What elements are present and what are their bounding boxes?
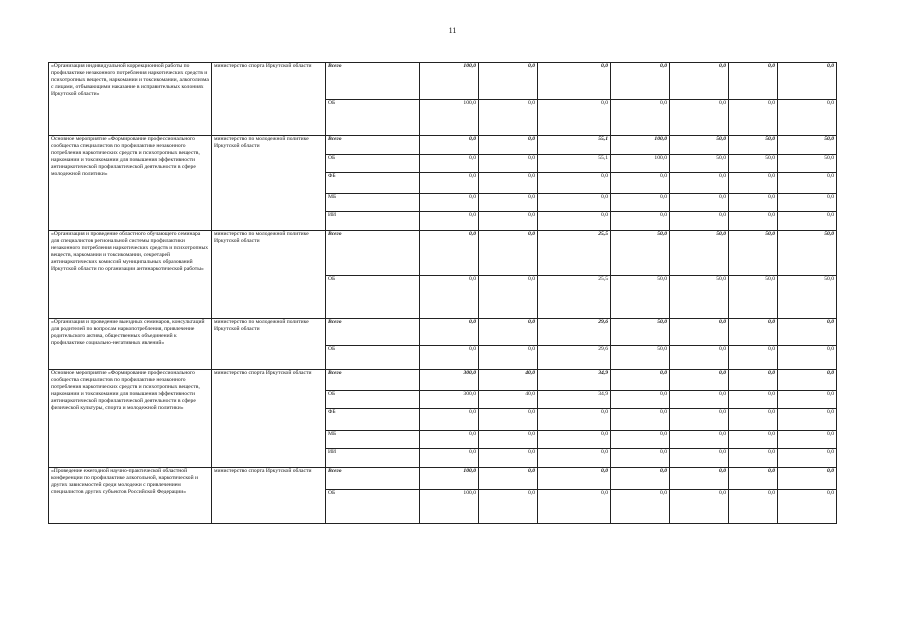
funding-source-cell: ИИ: [326, 212, 420, 231]
amount-cell: 0,0: [479, 346, 538, 370]
amount-cell: 0,0: [479, 468, 538, 490]
amount-cell: 0,0: [729, 370, 778, 391]
amount-cell: 50,0: [670, 276, 729, 319]
funding-source-cell: Всего: [326, 319, 420, 346]
amount-cell: 0,0: [611, 194, 670, 212]
amount-cell: 50,0: [670, 136, 729, 155]
amount-cell: 0,0: [670, 490, 729, 524]
activity-cell: Основное мероприятие «Формирование профессионального сообщества специалистов по профилактике незаконного потребления наркотических средств и психотропных веществ, наркомании и токсикомании для повышения эффективности антинаркотической профилактической деятельности в сфере физической культуры, спорта и молодежной политики»: [49, 370, 212, 468]
amount-cell: 0,0: [778, 63, 837, 100]
amount-cell: 0,0: [538, 173, 611, 194]
amount-cell: 34,9: [538, 391, 611, 409]
amount-cell: 0,0: [479, 276, 538, 319]
amount-cell: 0,0: [729, 63, 778, 100]
amount-cell: 0,0: [420, 319, 479, 346]
amount-cell: 55,1: [538, 136, 611, 155]
table-row: [49, 370, 837, 391]
funding-source-cell: ОБ: [326, 391, 420, 409]
activity-cell: «Организация и проведение выездных семинаров, консультаций для родителей по вопросам наркопотребления, привлечение родительского актива, общественных объединений к профилактике социально-негативных явлений»: [49, 319, 212, 370]
amount-cell: 0,0: [778, 409, 837, 431]
amount-cell: 50,0: [670, 231, 729, 276]
amount-cell: 0,0: [670, 409, 729, 431]
amount-cell: 0,0: [729, 319, 778, 346]
amount-cell: 0,0: [479, 231, 538, 276]
amount-cell: 0,0: [611, 370, 670, 391]
amount-cell: 0,0: [778, 391, 837, 409]
amount-cell: 0,0: [729, 173, 778, 194]
amount-cell: 0,0: [611, 468, 670, 490]
amount-cell: 0,0: [611, 449, 670, 468]
table-row: [49, 63, 837, 100]
funding-source-cell: ОБ: [326, 155, 420, 173]
amount-cell: 0,0: [420, 212, 479, 231]
amount-cell: 0,0: [670, 212, 729, 231]
amount-cell: 0,0: [420, 431, 479, 449]
funding-source-cell: МБ: [326, 431, 420, 449]
page-number: 11: [448, 26, 457, 35]
activity-cell: Основное мероприятие «Формирование профессионального сообщества специалистов по профилактике незаконного потребления наркотических средств и психотропных веществ, наркомании и токсикомании для повышения эффективности антинаркотической профилактической деятельности в сфере молодежной политики»: [49, 136, 212, 231]
amount-cell: 0,0: [611, 409, 670, 431]
amount-cell: 300,0: [420, 391, 479, 409]
amount-cell: 0,0: [538, 63, 611, 100]
amount-cell: 0,0: [778, 319, 837, 346]
amount-cell: 0,0: [538, 100, 611, 136]
amount-cell: 0,0: [778, 212, 837, 231]
amount-cell: 50,0: [778, 231, 837, 276]
amount-cell: 0,0: [670, 319, 729, 346]
funding-source-cell: МБ: [326, 194, 420, 212]
amount-cell: 34,9: [538, 370, 611, 391]
amount-cell: 0,0: [420, 155, 479, 173]
amount-cell: 0,0: [538, 194, 611, 212]
amount-cell: 0,0: [420, 276, 479, 319]
amount-cell: 0,0: [611, 100, 670, 136]
amount-cell: 0,0: [778, 431, 837, 449]
amount-cell: 0,0: [479, 449, 538, 468]
funding-source-cell: Всего: [326, 63, 420, 100]
amount-cell: 0,0: [729, 409, 778, 431]
amount-cell: 0,0: [420, 409, 479, 431]
amount-cell: 25,5: [538, 231, 611, 276]
amount-cell: 0,0: [729, 391, 778, 409]
amount-cell: 0,0: [670, 100, 729, 136]
amount-cell: 50,0: [778, 136, 837, 155]
amount-cell: 0,0: [479, 194, 538, 212]
amount-cell: 0,0: [420, 231, 479, 276]
funding-source-cell: ОБ: [326, 276, 420, 319]
amount-cell: 0,0: [670, 391, 729, 409]
funding-source-cell: ФБ: [326, 409, 420, 431]
amount-cell: 0,0: [479, 136, 538, 155]
table-row: [49, 231, 837, 276]
ministry-cell: министерство по молодежной политике Иркутской области: [212, 136, 326, 231]
amount-cell: 100,0: [420, 63, 479, 100]
amount-cell: 0,0: [611, 173, 670, 194]
funding-source-cell: Всего: [326, 136, 420, 155]
amount-cell: 29,6: [538, 319, 611, 346]
amount-cell: 100,0: [420, 490, 479, 524]
amount-cell: 55,1: [538, 155, 611, 173]
ministry-cell: министерство спорта Иркутской области: [212, 63, 326, 136]
amount-cell: 0,0: [611, 391, 670, 409]
amount-cell: 0,0: [670, 449, 729, 468]
amount-cell: 100,0: [420, 100, 479, 136]
amount-cell: 0,0: [538, 490, 611, 524]
amount-cell: 100,0: [611, 136, 670, 155]
amount-cell: 0,0: [670, 370, 729, 391]
activity-cell: «Организация и проведение областного обучающего семинара для специалистов региональной системы профилактики незаконного потребления наркотических средств и психотропных веществ, наркомании и токсикомании, секретарей антинаркотических комиссий муниципальных образований Иркутской области по организации антинаркотической работы»: [49, 231, 212, 319]
amount-cell: 40,0: [479, 391, 538, 409]
amount-cell: 40,0: [479, 370, 538, 391]
activity-cell: «Проведение ежегодной научно-практической областной конференции по профилактике алкогольной, наркотической и других зависимостей среди молодежи с привлечением специалистов других субъектов Российской Федерации»: [49, 468, 212, 524]
funding-source-cell: ИИ: [326, 449, 420, 468]
amount-cell: 0,0: [778, 194, 837, 212]
amount-cell: 0,0: [729, 194, 778, 212]
amount-cell: 50,0: [729, 276, 778, 319]
amount-cell: 50,0: [611, 346, 670, 370]
amount-cell: 0,0: [778, 100, 837, 136]
amount-cell: 0,0: [538, 212, 611, 231]
amount-cell: 0,0: [729, 431, 778, 449]
amount-cell: 0,0: [778, 490, 837, 524]
amount-cell: 0,0: [479, 63, 538, 100]
funding-source-cell: ОБ: [326, 490, 420, 524]
amount-cell: 50,0: [729, 231, 778, 276]
funding-source-cell: Всего: [326, 231, 420, 276]
amount-cell: 0,0: [479, 155, 538, 173]
amount-cell: 0,0: [479, 490, 538, 524]
amount-cell: 0,0: [420, 346, 479, 370]
amount-cell: 50,0: [729, 136, 778, 155]
amount-cell: 0,0: [729, 449, 778, 468]
amount-cell: 0,0: [729, 490, 778, 524]
amount-cell: 0,0: [778, 449, 837, 468]
table-row: [49, 319, 837, 346]
amount-cell: 0,0: [778, 173, 837, 194]
amount-cell: 100,0: [420, 468, 479, 490]
amount-cell: 29,6: [538, 346, 611, 370]
table-row: [49, 136, 837, 155]
amount-cell: 50,0: [611, 319, 670, 346]
amount-cell: 0,0: [420, 173, 479, 194]
amount-cell: 0,0: [670, 173, 729, 194]
amount-cell: 0,0: [778, 346, 837, 370]
amount-cell: 0,0: [538, 468, 611, 490]
amount-cell: 0,0: [479, 173, 538, 194]
table-row: [49, 468, 837, 490]
amount-cell: 0,0: [479, 212, 538, 231]
amount-cell: 0,0: [729, 212, 778, 231]
amount-cell: 0,0: [778, 370, 837, 391]
funding-source-cell: ФБ: [326, 173, 420, 194]
amount-cell: 0,0: [611, 63, 670, 100]
amount-cell: 0,0: [670, 468, 729, 490]
amount-cell: 0,0: [479, 319, 538, 346]
amount-cell: 100,0: [611, 155, 670, 173]
ministry-cell: министерство по молодежной политике Иркутской области: [212, 231, 326, 319]
amount-cell: 0,0: [611, 490, 670, 524]
activity-cell: «Организация индивидуальной коррекционной работы по профилактике незаконного потребления наркотических средств и психотропных веществ, наркомании и токсикомании, алкоголизма с лицами, отбывающими наказание в исправительных колониях Иркутской области»: [49, 63, 212, 136]
amount-cell: 0,0: [420, 194, 479, 212]
amount-cell: 0,0: [538, 449, 611, 468]
amount-cell: 50,0: [729, 155, 778, 173]
amount-cell: 50,0: [670, 155, 729, 173]
amount-cell: 0,0: [611, 212, 670, 231]
amount-cell: 50,0: [611, 231, 670, 276]
amount-cell: 0,0: [729, 100, 778, 136]
budget-table: [48, 62, 837, 524]
amount-cell: 50,0: [778, 276, 837, 319]
amount-cell: 0,0: [670, 194, 729, 212]
funding-source-cell: Всего: [326, 370, 420, 391]
amount-cell: 0,0: [670, 431, 729, 449]
amount-cell: 0,0: [729, 346, 778, 370]
amount-cell: 0,0: [670, 63, 729, 100]
amount-cell: 0,0: [479, 409, 538, 431]
amount-cell: 0,0: [420, 136, 479, 155]
amount-cell: 0,0: [538, 431, 611, 449]
amount-cell: 0,0: [479, 431, 538, 449]
funding-source-cell: Всего: [326, 468, 420, 490]
amount-cell: 0,0: [778, 468, 837, 490]
amount-cell: 50,0: [611, 276, 670, 319]
amount-cell: 50,0: [778, 155, 837, 173]
amount-cell: 0,0: [479, 100, 538, 136]
amount-cell: 300,0: [420, 370, 479, 391]
ministry-cell: министерство по молодежной политике Иркутской области: [212, 319, 326, 370]
amount-cell: 25,5: [538, 276, 611, 319]
amount-cell: 0,0: [729, 468, 778, 490]
funding-source-cell: ОБ: [326, 100, 420, 136]
amount-cell: 0,0: [538, 409, 611, 431]
ministry-cell: министерство спорта Иркутской области: [212, 468, 326, 524]
ministry-cell: министерство спорта Иркутской области: [212, 370, 326, 468]
amount-cell: 0,0: [611, 431, 670, 449]
funding-source-cell: ОБ: [326, 346, 420, 370]
amount-cell: 0,0: [420, 449, 479, 468]
amount-cell: 0,0: [670, 346, 729, 370]
